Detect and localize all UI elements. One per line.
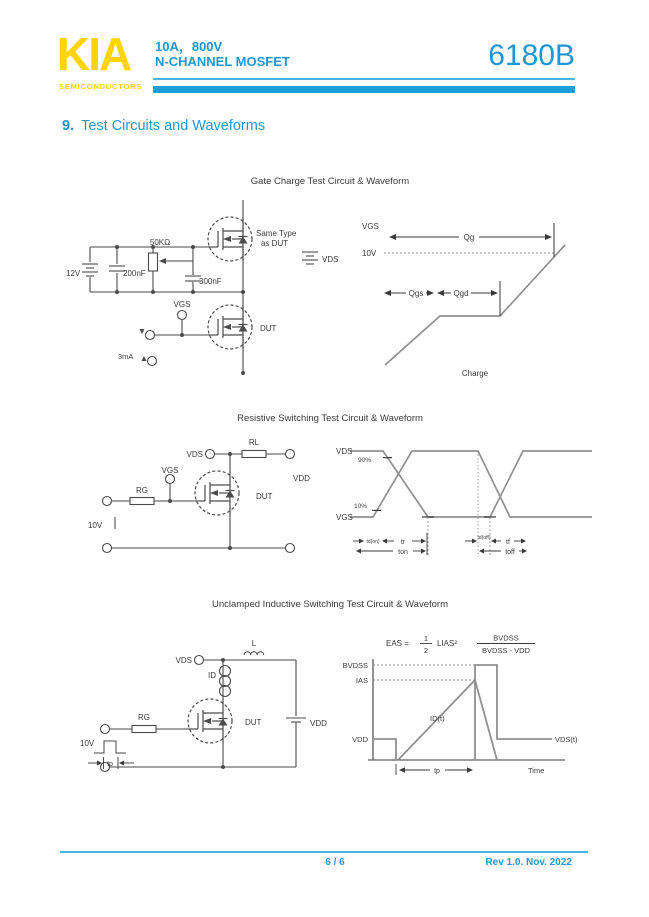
eq-num2: BVDSS: [493, 633, 519, 643]
resistive-switching-waveform: [336, 447, 592, 557]
vds-label: VDS: [175, 656, 192, 665]
time-axis-label: Time: [528, 766, 545, 775]
tf-label: tf: [506, 539, 510, 546]
header-rule-thin: [153, 78, 575, 80]
dut-label: DUT: [256, 492, 273, 501]
resistive-switching-circuit-labels: [88, 438, 310, 530]
rg-label: RG: [136, 486, 148, 495]
unclamped-inductive-title: Unclamped Inductive Switching Test Circuit & Waveform: [211, 599, 448, 610]
dut-label: DUT: [245, 718, 262, 727]
eq-term: LIAS²: [437, 639, 458, 648]
vgs-trace: [350, 451, 592, 517]
qgd-label: Qgd: [453, 289, 469, 298]
eq-num1: 1: [423, 634, 429, 643]
vdd-label: VDD: [293, 474, 310, 483]
cap1-label: 200nF: [123, 269, 146, 278]
gate-charge-title: Gate Charge Test Circuit & Waveform: [250, 176, 410, 187]
charge-axis-label: Charge: [461, 369, 489, 378]
unclamped-waveform: [343, 634, 578, 776]
td-off-label: td(off): [477, 535, 491, 541]
eas-formula: [386, 634, 535, 656]
device-type: N-CHANNEL MOSFET: [155, 54, 290, 69]
wf-10v-label: 10V: [362, 249, 377, 258]
wf-vgs-label: VGS: [362, 222, 379, 231]
id-label: ID: [208, 671, 216, 680]
p10-label: 10%: [354, 503, 368, 510]
same-type-label-1: Same Type: [256, 229, 297, 238]
bvdss-label: BVDSS: [342, 661, 368, 670]
mosfet-same-type: [208, 217, 252, 261]
qg-label: Qg: [463, 233, 475, 242]
vgs-label: VGS: [173, 300, 191, 309]
vds-label: VDS: [322, 255, 339, 264]
vds-t-label: VDS(t): [555, 735, 578, 744]
tp-span-label: tp: [434, 768, 440, 775]
p90-label: 90%: [358, 457, 372, 464]
gate-charge-circuit-labels: [66, 229, 338, 361]
rg-label: RG: [138, 713, 150, 722]
vdd-label: VDD: [352, 735, 368, 744]
dut-label: DUT: [260, 324, 277, 333]
part-number: 6180B: [488, 39, 575, 72]
gate-charge-waveform: [362, 222, 565, 378]
rl-label: RL: [248, 438, 260, 447]
cap2-label: 300nF: [199, 277, 222, 286]
id-trace: [398, 680, 497, 760]
eq-lhs: EAS =: [386, 639, 409, 648]
vgs-label: VGS: [161, 466, 179, 475]
resistive-switching-circuit: [103, 450, 295, 553]
kia-logo: KIA: [57, 28, 131, 80]
section-title: Test Circuits and Waveforms: [81, 118, 266, 134]
resistive-switching-title: Resistive Switching Test Circuit & Waveform: [237, 413, 423, 424]
vds-trace: [373, 665, 552, 760]
vds-label: VDS: [186, 450, 203, 459]
gate-charge-circuit: [82, 200, 318, 375]
vgs-charge-curve: [385, 245, 565, 365]
eq-den2: BVDSS - VDD: [482, 646, 530, 655]
kia-logo-subtitle: SEMICONDUCTORS: [59, 82, 143, 91]
mosfet-dut: [188, 699, 232, 743]
tp-label: tp: [107, 761, 113, 768]
toff-label: toff: [505, 549, 515, 556]
gate-charge-figure: [60, 195, 600, 405]
ias-label: IAS: [355, 676, 368, 685]
mosfet-dut: [208, 305, 252, 349]
id-t-label: ID(t): [430, 714, 445, 723]
vds-trace: [350, 451, 592, 517]
footer-rule: [60, 851, 588, 853]
wf-vgs-label: VGS: [336, 513, 353, 522]
vin-label: 10V: [80, 739, 95, 748]
page-number: 6 / 6: [325, 857, 345, 868]
unclamped-inductive-figure: [60, 615, 600, 805]
header-rule-thick: [153, 86, 575, 93]
mosfet-dut: [195, 471, 239, 515]
device-rating: 10A，800V: [155, 39, 223, 54]
td-on-label: td(on): [366, 539, 380, 545]
vin-label: 10V: [88, 521, 103, 530]
revision-info: Rev 1.0. Nov. 2022: [485, 857, 572, 868]
eq-den1: 2: [423, 646, 429, 655]
unclamped-circuit: [88, 652, 306, 772]
tr-label: tr: [400, 539, 406, 546]
same-type-label-2: as DUT: [261, 239, 289, 248]
ton-label: ton: [398, 549, 408, 556]
vdd-label: VDD: [310, 719, 327, 728]
qgs-label: Qgs: [408, 289, 424, 298]
section-heading: [62, 118, 265, 134]
supply-label: 12V: [66, 269, 81, 278]
current-source-label: 3mA: [118, 352, 134, 361]
wf-vds-label: VDS: [336, 447, 353, 456]
resistive-switching-figure: [60, 429, 600, 579]
section-number: 9.: [62, 118, 75, 134]
inductor-label: L: [251, 639, 257, 648]
resistor-label: 50KΩ: [149, 238, 171, 247]
